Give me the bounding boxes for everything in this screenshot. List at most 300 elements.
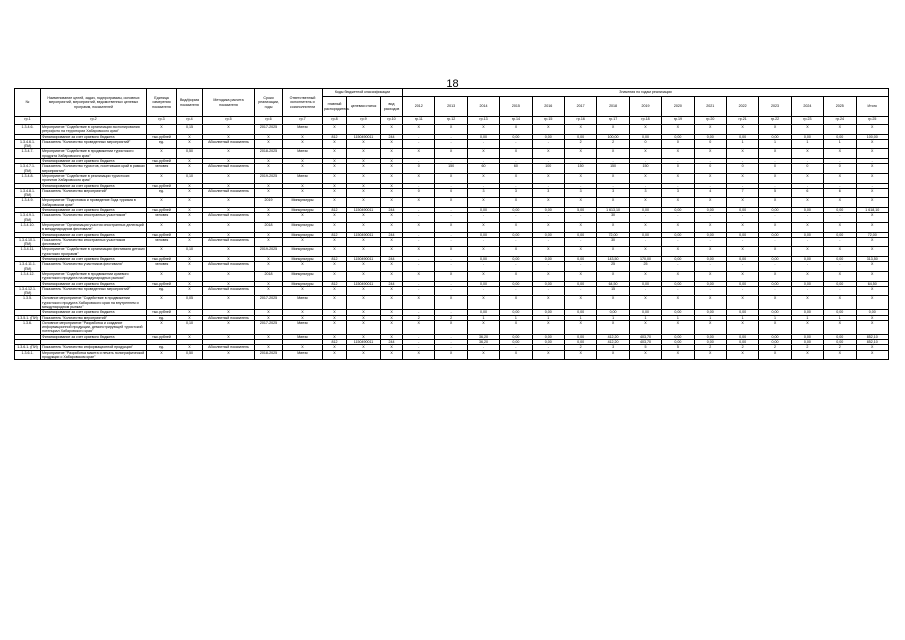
- column-index-cell: гр.13: [467, 117, 499, 125]
- table-cell: X: [347, 320, 381, 334]
- table-cell: -: [694, 213, 726, 223]
- column-index-cell: гр.12: [435, 117, 467, 125]
- table-cell: X: [662, 222, 694, 232]
- table-cell: X: [532, 271, 564, 281]
- table-cell: -: [759, 286, 791, 296]
- table-cell: X: [203, 125, 255, 135]
- table-cell: X: [824, 222, 856, 232]
- table-cell: X: [283, 237, 323, 247]
- table-cell: X: [381, 237, 403, 247]
- table-cell: 1.3.4.11.: [15, 247, 41, 257]
- table-cell: 0,00: [467, 208, 499, 213]
- table-cell: X: [381, 173, 403, 183]
- table-cell: X: [347, 213, 381, 223]
- column-index-cell: гр.2: [41, 117, 147, 125]
- table-cell: 812: [323, 257, 347, 262]
- table-cell: X: [283, 315, 323, 320]
- table-cell: 1.3.4.8.1. (ПИ): [15, 188, 41, 198]
- table-cell: 1: [726, 315, 758, 320]
- table-cell: -: [467, 237, 499, 247]
- table-cell: X: [403, 149, 435, 159]
- table-cell: X: [347, 188, 381, 198]
- table-cell: X: [694, 247, 726, 257]
- table-cell: 36,20: [467, 340, 499, 345]
- table-cell: X: [255, 334, 283, 339]
- table-cell: X: [381, 213, 403, 223]
- table-cell: 6: [824, 188, 856, 198]
- table-cell: 852,10: [856, 334, 888, 339]
- table-cell: 1: [759, 139, 791, 149]
- table-cell: X: [726, 350, 758, 360]
- table-cell: -: [467, 159, 499, 164]
- table-cell: 5: [662, 345, 694, 350]
- table-cell: 0,50: [177, 149, 203, 159]
- table-cell: -: [824, 262, 856, 272]
- table-cell: 0,00: [791, 310, 823, 315]
- table-cell: 36,20: [467, 334, 499, 339]
- table-cell: 1.3.4.10.: [15, 222, 41, 232]
- table-cell: X: [791, 320, 823, 334]
- table-cell: Показатель "Количество мероприятий": [41, 188, 147, 198]
- table-cell: 0,00: [662, 232, 694, 237]
- table-cell: X: [381, 315, 403, 320]
- table-cell: X: [759, 271, 791, 281]
- table-cell: X: [759, 296, 791, 310]
- col-method: Методика расчета показателя: [203, 89, 255, 117]
- table-cell: -: [824, 159, 856, 164]
- table-cell: Финансирование за счет краевого бюджета: [41, 232, 147, 237]
- table-cell: 1.3.4.8.: [15, 173, 41, 183]
- table-cell: X: [381, 222, 403, 232]
- table-cell: 0,00: [564, 134, 596, 139]
- table-cell: -: [403, 213, 435, 223]
- table-cell: 812: [323, 134, 347, 139]
- table-cell: 25: [597, 262, 629, 272]
- table-cell: -: [791, 183, 823, 188]
- table-cell: 0,00: [694, 232, 726, 237]
- table-cell: X: [255, 345, 283, 350]
- table-cell: -: [532, 262, 564, 272]
- table-cell: X: [147, 271, 177, 281]
- table-cell: X: [203, 350, 255, 360]
- table-cell: 2: [564, 345, 596, 350]
- table-cell: Минэк: [283, 350, 323, 360]
- table-cell: -: [662, 262, 694, 272]
- table-cell: Финансирование за счет краевого бюджета: [41, 310, 147, 315]
- table-cell: -: [532, 345, 564, 350]
- table-cell: X: [694, 271, 726, 281]
- table-cell: X: [564, 149, 596, 159]
- table-cell: X: [726, 222, 758, 232]
- table-cell: 1150490011: [347, 281, 381, 286]
- table-cell: X: [177, 188, 203, 198]
- table-cell: X: [147, 222, 177, 232]
- table-row: [15, 296, 889, 310]
- table-cell: 0,00: [629, 208, 661, 213]
- table-cell: X: [856, 286, 888, 296]
- table-cell: X: [347, 222, 381, 232]
- table-cell: X: [824, 296, 856, 310]
- table-cell: Показатель "Количество проведенных мероприятий": [41, 286, 147, 296]
- table-cell: X: [629, 247, 661, 257]
- column-index-row: [15, 117, 889, 125]
- table-cell: X: [177, 345, 203, 350]
- table-cell: X: [791, 198, 823, 208]
- table-row: [15, 213, 889, 223]
- table-cell: 0,00: [791, 232, 823, 237]
- table-cell: 72,00: [856, 232, 888, 237]
- table-cell: X: [856, 350, 888, 360]
- table-cell: 0,00: [759, 310, 791, 315]
- table-cell: 313,50: [856, 257, 888, 262]
- table-cell: 403,70: [629, 334, 661, 339]
- table-cell: -: [856, 159, 888, 164]
- table-cell: X: [759, 173, 791, 183]
- table-cell: 1: [467, 315, 499, 320]
- table-cell: X: [203, 247, 255, 257]
- table-cell: -: [694, 183, 726, 188]
- table-cell: X: [403, 247, 435, 257]
- table-cell: 0,00: [824, 208, 856, 213]
- table-cell: -: [435, 183, 467, 188]
- table-cell: X: [283, 139, 323, 149]
- table-cell: -: [435, 213, 467, 223]
- table-cell: X: [255, 139, 283, 149]
- table-cell: Показатель "Количество иностранных участников фестиваля": [41, 237, 147, 247]
- table-cell: X: [203, 149, 255, 159]
- table-cell: Мероприятие "Содействие в организации фестиваля детских туристских программ": [42, 247, 145, 256]
- table-cell: 0,00: [500, 334, 532, 339]
- table-cell: X: [824, 173, 856, 183]
- table-cell: 2019-2025: [255, 247, 283, 257]
- table-cell: 0: [824, 164, 856, 174]
- table-cell: X: [597, 149, 629, 159]
- table-cell: X: [532, 149, 564, 159]
- col-type: Вид/форма показателя: [177, 89, 203, 117]
- table-cell: X: [255, 208, 283, 213]
- table-cell: X: [726, 320, 758, 334]
- table-cell: 64,50: [856, 281, 888, 286]
- table-cell: X: [597, 296, 629, 310]
- table-cell: -: [467, 286, 499, 296]
- table-cell: X: [323, 350, 347, 360]
- table-cell: X: [856, 315, 888, 320]
- table-cell: 0,10: [177, 247, 203, 257]
- table-cell: X: [323, 296, 347, 310]
- table-cell: 0,00: [726, 257, 758, 262]
- table-cell: X: [694, 173, 726, 183]
- table-cell: -: [403, 237, 435, 247]
- table-cell: X: [467, 271, 499, 281]
- table-cell: X: [824, 149, 856, 159]
- table-cell: 852,10: [856, 340, 888, 345]
- table-cell: 0,00: [791, 257, 823, 262]
- table-cell: -: [532, 183, 564, 188]
- table-cell: 0,00: [726, 340, 758, 345]
- table-cell: X: [759, 149, 791, 159]
- table-cell: -: [791, 237, 823, 247]
- table-cell: X: [323, 271, 347, 281]
- table-cell: 1.3.4.6.: [15, 125, 41, 135]
- table-cell: 1150490011: [347, 257, 381, 262]
- table-cell: X: [435, 198, 467, 208]
- table-cell: Мероприятие "Организация участия иностранных делегаций в международном фестивале": [41, 222, 147, 232]
- table-cell: -: [824, 237, 856, 247]
- table-cell: X: [381, 125, 403, 135]
- table-cell: 0: [403, 188, 435, 198]
- table-cell: X: [381, 296, 403, 310]
- table-cell: 0: [629, 139, 661, 149]
- table-cell: X: [564, 222, 596, 232]
- table-cell: 0,00: [726, 310, 758, 315]
- table-cell: 0,00: [532, 340, 564, 345]
- table-cell: X: [824, 320, 856, 334]
- table-cell: -: [759, 159, 791, 164]
- table-cell: X: [323, 315, 347, 320]
- table-cell: 2: [726, 345, 758, 350]
- table-cell: X: [255, 188, 283, 198]
- table-cell: -: [791, 286, 823, 296]
- table-cell: X: [323, 125, 347, 135]
- table-cell: X: [532, 125, 564, 135]
- table-cell: Минэк: [283, 296, 323, 310]
- table-cell: X: [283, 183, 323, 188]
- table-cell: -: [629, 183, 661, 188]
- table-cell: X: [381, 247, 403, 257]
- table-cell: 0: [435, 188, 467, 198]
- table-cell: Финансирование за счет краевого бюджета: [41, 334, 147, 339]
- table-cell: 0: [759, 164, 791, 174]
- table-cell: X: [759, 350, 791, 360]
- table-cell: X: [323, 310, 347, 315]
- table-cell: Основное мероприятие "Содействие в продвижении туристского продукта Хабаровского края на внутреннем и международном рынках": [41, 296, 147, 310]
- table-cell: 170,00: [629, 257, 661, 262]
- table-cell: 2018: [255, 222, 283, 232]
- table-cell: 0,00: [694, 310, 726, 315]
- table-cell: Минэк: [283, 149, 323, 159]
- table-cell: X: [403, 173, 435, 183]
- table-cell: 0,00: [467, 232, 499, 237]
- table-cell: X: [500, 173, 532, 183]
- table-cell: 5: [759, 188, 791, 198]
- table-cell: X: [381, 310, 403, 315]
- table-cell: -: [467, 345, 499, 350]
- table-cell: Финансирование за счет краевого бюджета: [41, 183, 147, 188]
- table-cell: 0,00: [532, 134, 564, 139]
- table-cell: X: [203, 159, 255, 164]
- table-cell: X: [597, 125, 629, 135]
- table-cell: Минэк: [283, 173, 323, 183]
- table-cell: 0,00: [532, 310, 564, 315]
- table-cell: 2017-2025: [255, 296, 283, 310]
- table-cell: X: [467, 320, 499, 334]
- table-cell: X: [564, 125, 596, 135]
- table-cell: 1: [694, 315, 726, 320]
- table-cell: 0,00: [467, 281, 499, 286]
- column-index-cell: гр.22: [759, 117, 791, 125]
- table-cell: X: [177, 281, 203, 286]
- table-cell: -: [435, 139, 467, 149]
- table-cell: -: [694, 286, 726, 296]
- table-cell: X: [467, 125, 499, 135]
- table-cell: 0,00: [759, 208, 791, 213]
- table-cell: X: [203, 296, 255, 310]
- table-cell: 0,00: [629, 310, 661, 315]
- table-cell: X: [203, 134, 255, 139]
- table-cell: X: [323, 139, 347, 149]
- table-cell: X: [435, 247, 467, 257]
- col-year: 2012: [403, 97, 435, 117]
- table-cell: X: [255, 262, 283, 272]
- col-year: 2019: [629, 97, 661, 117]
- table-cell: -: [629, 286, 661, 296]
- table-cell: 0,00: [791, 208, 823, 213]
- table-cell: X: [694, 125, 726, 135]
- table-cell: 0,00: [532, 257, 564, 262]
- table-cell: X: [791, 350, 823, 360]
- table-cell: Финансирование за счет краевого бюджета: [41, 159, 147, 164]
- table-cell: X: [323, 164, 347, 174]
- table-cell: -: [403, 183, 435, 188]
- table-cell: X: [347, 164, 381, 174]
- table-cell: X: [255, 310, 283, 315]
- table-cell: 0,00: [662, 281, 694, 286]
- table-cell: X: [347, 286, 381, 296]
- table-cell: X: [662, 125, 694, 135]
- table-cell: 244: [381, 208, 403, 213]
- table-cell: X: [597, 222, 629, 232]
- table-cell: X: [177, 310, 203, 315]
- table-cell: X: [856, 296, 888, 310]
- table-cell: X: [824, 350, 856, 360]
- table-cell: X: [283, 213, 323, 223]
- table-cell: -: [759, 262, 791, 272]
- table-cell: ед.: [147, 315, 177, 320]
- table-cell: 72,00: [597, 232, 629, 237]
- table-cell: ед.: [147, 286, 177, 296]
- table-cell: X: [856, 149, 888, 159]
- table-cell: Абсолютный показатель: [203, 345, 255, 350]
- table-cell: X: [629, 350, 661, 360]
- table-cell: -: [435, 334, 467, 339]
- table-cell: Абсолютный показатель: [203, 188, 255, 198]
- table-cell: 0,00: [824, 281, 856, 286]
- table-cell: X: [255, 134, 283, 139]
- table-cell: 244: [381, 232, 403, 237]
- table-cell: X: [662, 198, 694, 208]
- table-cell: X: [403, 125, 435, 135]
- table-cell: X: [381, 183, 403, 188]
- table-cell: 1.3.5.: [15, 296, 41, 310]
- table-cell: X: [564, 173, 596, 183]
- table-cell: X: [381, 286, 403, 296]
- col-code-sub: главный распорядитель: [323, 97, 347, 117]
- col-years-group: Значения по годам реализации: [403, 89, 889, 97]
- table-cell: X: [283, 345, 323, 350]
- col-year: 2023: [759, 97, 791, 117]
- table-cell: X: [532, 222, 564, 232]
- table-cell: X: [662, 173, 694, 183]
- table-cell: X: [255, 281, 283, 286]
- table-cell: X: [255, 183, 283, 188]
- table-cell: X: [255, 315, 283, 320]
- table-cell: -: [435, 237, 467, 247]
- table-cell: Минэк: [283, 320, 323, 334]
- table-cell: 4: [694, 188, 726, 198]
- table-cell: 812: [323, 208, 347, 213]
- col-year: 2013: [435, 97, 467, 117]
- table-cell: X: [856, 213, 888, 223]
- table-cell: 0,00: [759, 257, 791, 262]
- table-row: [15, 149, 889, 159]
- table-cell: 5,00: [564, 208, 596, 213]
- table-cell: X: [381, 159, 403, 164]
- table-cell: X: [824, 271, 856, 281]
- table-cell: X: [381, 345, 403, 350]
- table-cell: X: [147, 247, 177, 257]
- table-cell: Финансирование за счет краевого бюджета: [41, 208, 147, 213]
- table-cell: X: [323, 334, 347, 339]
- table-cell: 0,00: [791, 340, 823, 345]
- table-cell: 0,00: [726, 281, 758, 286]
- column-index-cell: гр.3: [147, 117, 177, 125]
- table-cell: 1: [662, 315, 694, 320]
- table-cell: X: [532, 198, 564, 208]
- table-cell: 1.3.4.9.1. (ПИ): [15, 213, 41, 223]
- table-cell: -: [824, 213, 856, 223]
- table-cell: X: [856, 164, 888, 174]
- table-cell: 0: [726, 164, 758, 174]
- table-row: [15, 222, 889, 232]
- table-cell: 1: [500, 315, 532, 320]
- table-cell: 2018-2025: [255, 350, 283, 360]
- table-cell: X: [177, 262, 203, 272]
- table-cell: Мероприятие "Содействие в продвижении краевого туристского продукта на международных рынках": [41, 271, 147, 281]
- table-cell: -: [435, 134, 467, 139]
- table-cell: X: [856, 188, 888, 198]
- table-cell: 0,00: [726, 134, 758, 139]
- table-cell: X: [759, 247, 791, 257]
- table-cell: -: [662, 213, 694, 223]
- table-cell: X: [147, 173, 177, 183]
- table-cell: X: [203, 183, 255, 188]
- table-cell: X: [177, 286, 203, 296]
- table-cell: -: [435, 257, 467, 262]
- table-cell: 0,00: [500, 208, 532, 213]
- table-cell: 0,00: [791, 134, 823, 139]
- table-cell: -: [403, 340, 435, 345]
- table-cell: X: [629, 222, 661, 232]
- table-cell: 0,00: [694, 334, 726, 339]
- column-index-cell: гр.18: [629, 117, 661, 125]
- table-cell: -: [726, 213, 758, 223]
- table-cell: X: [824, 125, 856, 135]
- table-cell: X: [597, 350, 629, 360]
- table-cell: 60: [500, 164, 532, 174]
- table-cell: X: [824, 247, 856, 257]
- table-cell: 0,00: [726, 208, 758, 213]
- table-cell: X: [500, 247, 532, 257]
- table-cell: X: [177, 213, 203, 223]
- table-cell: -: [435, 208, 467, 213]
- table-cell: X: [467, 173, 499, 183]
- column-index-cell: гр.16: [564, 117, 596, 125]
- table-cell: -: [759, 213, 791, 223]
- table-cell: X: [381, 149, 403, 159]
- table-cell: 3: [532, 188, 564, 198]
- table-cell: 0,00: [629, 232, 661, 237]
- table-cell: 100,00: [597, 134, 629, 139]
